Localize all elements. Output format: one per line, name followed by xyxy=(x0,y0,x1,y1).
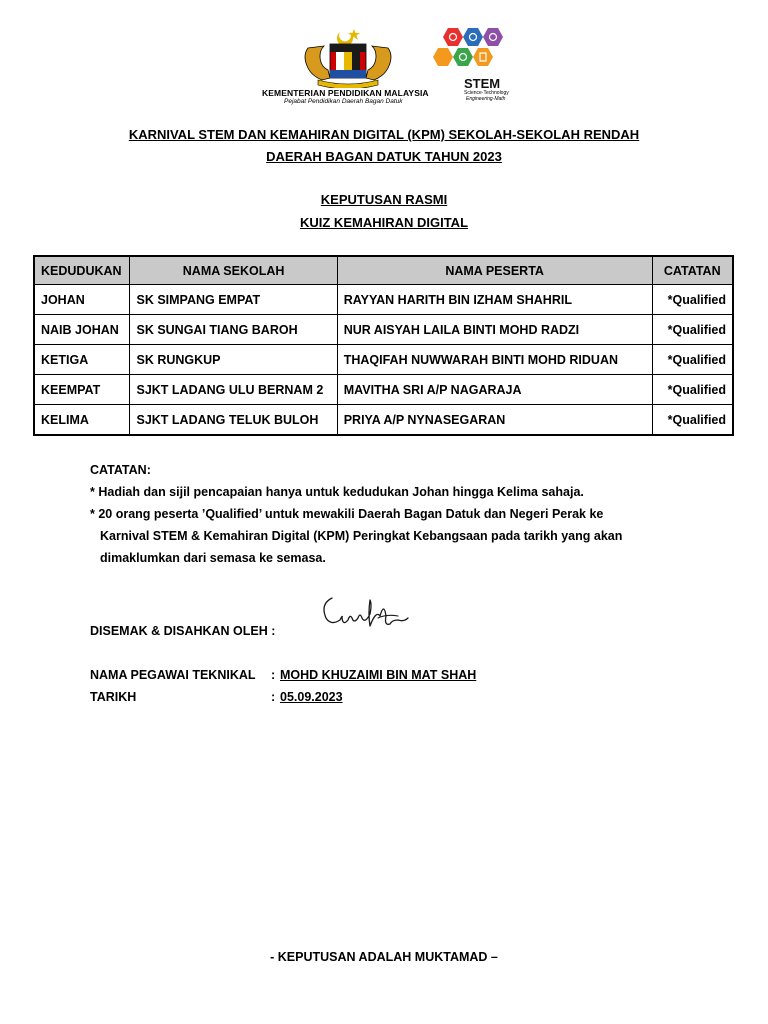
signature-icon xyxy=(318,588,428,638)
crest-icon xyxy=(256,26,440,88)
table-row xyxy=(34,375,733,405)
cell-catatan: *Qualified xyxy=(652,345,733,375)
cell-catatan: *Qualified xyxy=(652,315,733,345)
cell-kedudukan: NAIB JOHAN xyxy=(34,315,130,345)
cell-nama-peserta: PRIYA A/P NYNASEGARAN xyxy=(337,405,652,436)
cell-nama-sekolah: SK SUNGAI TIANG BAROH xyxy=(130,315,337,345)
table-row xyxy=(34,405,733,436)
note-1: * Hadiah dan sijil pencapaian hanya untuk kedudukan Johan hingga Kelima sahaja. xyxy=(90,485,584,499)
cell-nama-peserta: NUR AISYAH LAILA BINTI MOHD RADZI xyxy=(337,315,652,345)
notes-heading: CATATAN: xyxy=(90,463,151,477)
officer-label: NAMA PEGAWAI TEKNIKAL xyxy=(90,668,256,682)
cell-kedudukan: JOHAN xyxy=(34,285,130,315)
cell-nama-peserta: THAQIFAH NUWWARAH BINTI MOHD RIDUAN xyxy=(337,345,652,375)
cell-nama-sekolah: SJKT LADANG ULU BERNAM 2 xyxy=(130,375,337,405)
note-2-line-2: Karnival STEM & Kemahiran Digital (KPM) Peringkat Kebangsaan pada tarikh yang akan xyxy=(100,529,623,543)
header-catatan: CATATAN xyxy=(652,256,733,285)
verified-by-label: DISEMAK & DISAHKAN OLEH : xyxy=(90,624,276,638)
cell-catatan: *Qualified xyxy=(652,405,733,436)
ministry-subtitle: Pejabat Pendidikan Daerah Bagan Datuk xyxy=(284,98,403,105)
cell-nama-sekolah: SJKT LADANG TELUK BULOH xyxy=(130,405,337,436)
ministry-name: KEMENTERIAN PENDIDIKAN MALAYSIA xyxy=(262,88,429,98)
title-line-4: KUIZ KEMAHIRAN DIGITAL xyxy=(299,215,469,230)
cell-catatan: *Qualified xyxy=(652,285,733,315)
results-table xyxy=(33,255,734,436)
header-nama-peserta: NAMA PESERTA xyxy=(337,256,652,285)
title-line-3: KEPUTUSAN RASMI xyxy=(320,192,448,207)
cell-catatan: *Qualified xyxy=(652,375,733,405)
cell-nama-sekolah: SK SIMPANG EMPAT xyxy=(130,285,337,315)
officer-colon: : xyxy=(271,668,276,682)
stem-hexagons-icon xyxy=(430,26,514,78)
date-value: 05.09.2023 xyxy=(280,690,343,704)
footer-text: - KEPUTUSAN ADALAH MUKTAMAD – xyxy=(270,950,498,964)
cell-nama-peserta: MAVITHA SRI A/P NAGARAJA xyxy=(337,375,652,405)
date-label: TARIKH xyxy=(90,690,137,704)
stem-logo-sub2: Engineering·Math xyxy=(466,96,506,102)
table-row xyxy=(34,315,733,345)
cell-kedudukan: KELIMA xyxy=(34,405,130,436)
stem-logo-sub1: Science·Technology xyxy=(464,90,509,96)
cell-nama-sekolah: SK RUNGKUP xyxy=(130,345,337,375)
title-line-1: KARNIVAL STEM DAN KEMAHIRAN DIGITAL (KPM) SEKOLAH-SEKOLAH RENDAH xyxy=(128,127,640,142)
officer-name: MOHD KHUZAIMI BIN MAT SHAH xyxy=(280,668,477,682)
cell-kedudukan: KETIGA xyxy=(34,345,130,375)
header-kedudukan: KEDUDUKAN xyxy=(34,256,130,285)
note-2-line-1: * 20 orang peserta ’Qualified’ untuk mewakili Daerah Bagan Datuk dan Negeri Perak ke xyxy=(90,507,604,521)
notes-section xyxy=(90,459,730,569)
stem-logo xyxy=(430,26,514,104)
date-colon: : xyxy=(271,690,276,704)
cell-nama-peserta: RAYYAN HARITH BIN IZHAM SHAHRIL xyxy=(337,285,652,315)
header-nama-sekolah: NAMA SEKOLAH xyxy=(130,256,337,285)
title-line-2: DAERAH BAGAN DATUK TAHUN 2023 xyxy=(266,149,502,164)
table-row xyxy=(34,345,733,375)
table-row xyxy=(34,285,733,315)
cell-kedudukan: KEEMPAT xyxy=(34,375,130,405)
note-2-line-3: dimaklumkan dari semasa ke semasa. xyxy=(100,551,326,565)
stem-logo-text: STEM xyxy=(464,76,501,91)
table-header-row xyxy=(34,256,733,285)
ministry-logo xyxy=(256,26,440,106)
